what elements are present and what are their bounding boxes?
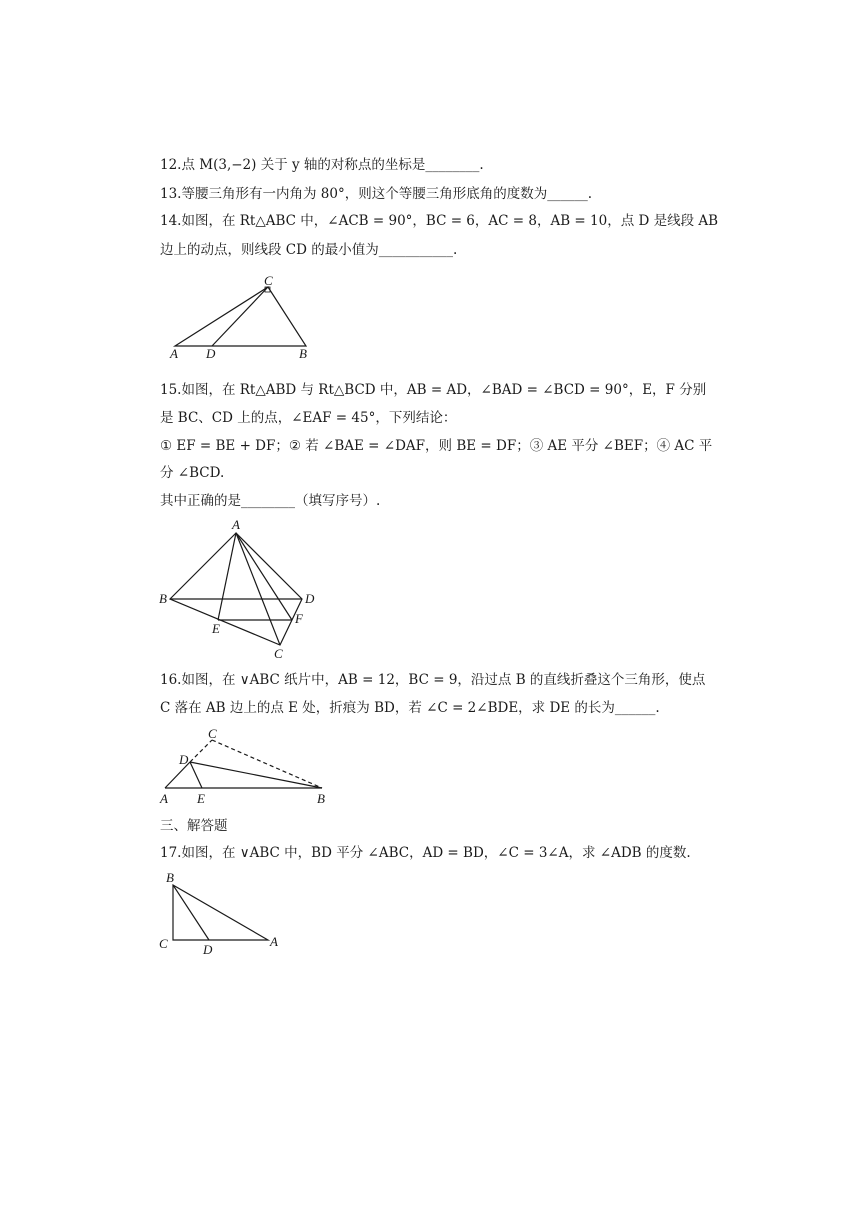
label-b: B (317, 791, 325, 806)
label-e: E (197, 791, 205, 806)
label-d: D (206, 346, 216, 361)
segment-bd (173, 885, 209, 940)
question-14: 14.如图，在 Rt△ABC 中，∠ACB = 90°，BC = 6，AC = 8，AB = 10，点 D 是线段 AB (160, 213, 719, 229)
question-13: 13.等腰三角形有一内角为 80°，则这个等腰三角形底角的度数为______. (160, 186, 592, 202)
question-15: 15.如图，在 Rt△ABD 与 Rt△BCD 中，AB = AD，∠BAD = ∠BCD = 90°，E，F 分别 (160, 382, 707, 398)
figure-16-fold (155, 722, 335, 807)
label-a: A (270, 934, 278, 949)
segment-db (190, 762, 322, 788)
question-14-continued: 边上的动点，则线段 CD 的最小值为___________. (160, 242, 458, 258)
segment-cb-dashed (212, 740, 322, 788)
question-16: 16.如图，在 ∨ABC 纸片中，AB = 12，BC = 9，沿过点 B 的直线折叠这个三角形，使点 (160, 672, 706, 688)
figure-15-quadrilateral (155, 515, 325, 665)
segment-af (236, 533, 292, 620)
figure-17-triangle (155, 866, 285, 961)
triangle-abc (173, 885, 268, 940)
label-c: C (274, 646, 283, 661)
question-15-answer: 其中正确的是________（填写序号）. (160, 493, 381, 509)
label-b: B (159, 591, 167, 606)
segment-dc-dashed (190, 740, 212, 762)
question-17: 17.如图，在 ∨ABC 中，BD 平分 ∠ABC，AD = BD，∠C = 3∠A，求 ∠ADB 的度数. (160, 845, 691, 861)
label-e: E (212, 621, 220, 636)
label-a: A (160, 791, 168, 806)
question-15-line2: 是 BC、CD 上的点，∠EAF = 45°，下列结论： (160, 410, 457, 426)
quadrilateral-abcd (170, 533, 302, 645)
segment-de (190, 762, 202, 788)
label-d: D (203, 942, 213, 957)
question-15-line3: ① EF = BE + DF；② 若 ∠BAE = ∠DAF，则 BE = DF；③ AE 平分 ∠BEF；④ AC 平 (160, 438, 713, 454)
label-f: F (295, 611, 303, 626)
figure-14-triangle (160, 272, 330, 367)
label-c: C (159, 936, 168, 951)
label-a: A (170, 346, 178, 361)
segment-ae (218, 533, 236, 620)
label-a: A (232, 517, 240, 532)
question-12: 12.点 M(3,−2) 关于 y 轴的对称点的坐标是________. (160, 157, 484, 173)
question-15-line4: 分 ∠BCD. (160, 465, 225, 481)
label-b: B (299, 346, 307, 361)
label-c: C (264, 273, 273, 288)
question-16-line2: C 落在 AB 边上的点 E 处，折痕为 BD，若 ∠C = 2∠BDE，求 DE 的长为______. (160, 700, 660, 716)
label-d: D (305, 591, 315, 606)
label-b: B (166, 870, 174, 885)
section-heading: 三、解答题 (160, 818, 228, 834)
segment-ac (236, 533, 280, 645)
label-d: D (179, 752, 189, 767)
label-c: C (208, 726, 217, 741)
